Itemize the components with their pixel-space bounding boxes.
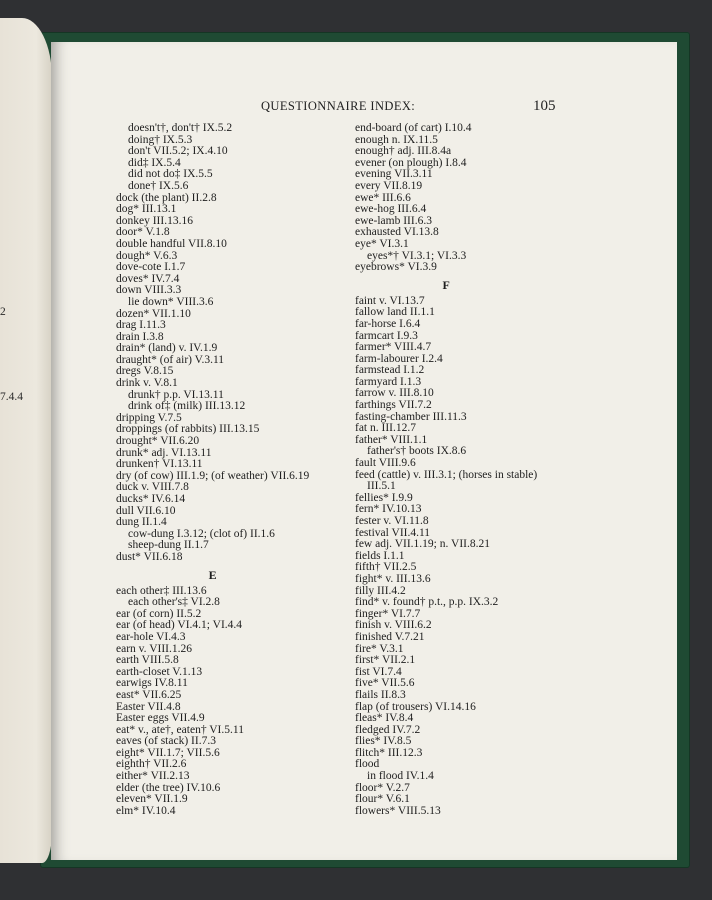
index-entry: end-board (of cart) I.10.4 [355,122,472,134]
index-entry: elder (the tree) IV.10.6 [116,781,221,794]
index-entry: evening VII.3.11 [355,168,433,181]
index-entry: drunken† VI.13.11 [116,458,203,471]
index-entry: ducks* IV.6.14 [116,493,186,505]
index-entry: ewe-hog III.6.4 [355,203,427,216]
left-page-edge [0,18,52,863]
index-entry: eighth† VII.2.6 [116,758,187,771]
index-subentry: eyes*† VI.3.1; VI.3.3 [367,249,467,262]
index-entry: doves* IV.7.4 [116,272,180,285]
index-entry: eye* VI.3.1 [355,237,409,250]
index-subentry: drunk† p.p. VI.13.11 [128,388,224,401]
index-subentry: doing† IX.5.3 [128,133,193,146]
index-entry: flour* V.6.1 [355,793,410,806]
index-entry: drain I.3.8 [116,330,164,343]
index-entry: ewe-lamb III.6.3 [355,214,432,227]
left-page-fragment: 7.4.4 [0,391,23,403]
index-entry: flitch* III.12.3 [355,746,423,759]
index-entry: dripping V.7.5 [116,411,182,424]
index-subentry: in flood IV.1.4 [367,770,434,783]
index-entry: fledged IV.7.2 [355,723,421,736]
index-entry: elm* IV.10.4 [116,804,176,817]
index-entry: far-horse I.6.4 [355,317,421,330]
index-entry: dung II.1.4 [116,516,167,529]
index-entry: dog* III.13.1 [116,203,177,216]
index-entry: fallow land II.1.1 [355,306,435,319]
index-entry: earwigs IV.8.11 [116,677,188,690]
index-entry: ear (of head) VI.4.1; VI.4.4 [116,619,243,632]
index-entry: dregs V.8.15 [116,365,174,378]
index-subentry: cow-dung I.3.12; (clot of) II.1.6 [128,527,275,540]
index-entry: Easter VII.4.8 [116,700,181,713]
index-entry: dust* VII.6.18 [116,550,183,563]
index-entry: fellies* I.9.9 [355,491,413,504]
index-entry: farrow v. III.8.10 [355,387,434,400]
index-entry: ewe* III.6.6 [355,191,411,204]
index-entry: five* VII.5.6 [355,677,415,690]
index-entry: farthings VII.7.2 [355,399,432,412]
index-subentry: done† IX.5.6 [128,179,189,192]
index-entry: fault VIII.9.6 [355,457,416,470]
index-entry: farmstead I.1.2 [355,364,425,377]
index-entry-continuation: III.5.1 [367,480,396,493]
index-entry: fester v. VI.11.8 [355,515,429,527]
index-entry: earn v. VIII.1.26 [116,642,193,655]
index-subentry: lie down* VIII.3.6 [128,295,214,308]
section-letter: F [442,277,450,292]
index-entry: eat* v., ate†, eaten† VI.5.11 [116,723,244,736]
index-entry: dough* V.6.3 [116,249,178,262]
index-entry: evener (on plough) I.8.4 [355,156,467,169]
index-entry: east* VII.6.25 [116,688,182,701]
index-entry: farmcart I.9.3 [355,329,418,342]
index-entry: flood [355,758,380,771]
index-entry: few adj. VII.1.19; n. VII.8.21 [355,538,490,551]
index-subentry: sheep-dung II.1.7 [128,539,209,552]
index-entry: farm-labourer I.2.4 [355,352,443,365]
index-subentry: did‡ IX.5.4 [128,156,181,169]
index-entry: flowers* VIII.5.13 [355,804,441,817]
index-entry: fist VI.7.4 [355,665,402,678]
index-entry: drink v. V.8.1 [116,377,178,390]
section-letter: E [208,567,217,582]
index-entry: earth-closet V.1.13 [116,665,203,678]
index-entry: eyebrows* VI.3.9 [355,261,437,274]
index-entry: eleven* VII.1.9 [116,793,188,806]
index-subentry: father's† boots IX.8.6 [367,445,467,458]
index-subentry: don't VII.5.2; IX.4.10 [128,145,228,158]
left-page-fragment: 2 [0,306,6,318]
index-entry: fasting-chamber III.11.3 [355,410,467,423]
index-column-right [355,123,537,817]
index-subentry: did not do‡ IX.5.5 [128,168,213,181]
index-entry: fifth† VII.2.5 [355,561,417,574]
index-entry: drag I.11.3 [116,319,166,332]
index-entry: dock (the plant) II.2.8 [116,191,217,204]
index-entry: exhausted VI.13.8 [355,226,439,239]
index-subentry: doesn't†, don't† IX.5.2 [128,122,233,134]
index-entry: fire* V.3.1 [355,642,404,655]
index-entry: drunk* adj. VI.13.11 [116,446,212,459]
index-subentry: each other's‡ VI.2.8 [128,596,220,609]
index-entry: drought* VII.6.20 [116,435,200,448]
index-entry: either* VII.2.13 [116,770,190,783]
index-column-left [116,123,309,817]
index-entry: festival VII.4.11 [355,526,431,539]
index-entry: every VII.8.19 [355,179,423,192]
index-entry: droppings (of rabbits) III.13.15 [116,423,260,436]
index-entry: faint v. VI.13.7 [355,294,425,307]
index-entry: flap (of trousers) VI.14.16 [355,700,476,713]
index-entry: draught* (of air) V.3.11 [116,353,225,366]
index-entry: flails II.8.3 [355,688,406,701]
index-entry: dozen* VII.1.10 [116,307,191,320]
index-entry: earth VIII.5.8 [116,654,179,667]
index-entry: drain* (land) v. IV.1.9 [116,342,218,355]
index-entry: ear (of corn) II.5.2 [116,607,202,620]
index-entry: duck v. VIII.7.8 [116,481,189,494]
index-entry: fat n. III.12.7 [355,422,416,435]
index-entry: eight* VII.1.7; VII.5.6 [116,746,220,759]
index-subentry: drink of‡ (milk) III.13.12 [128,400,246,413]
index-entry: fern* IV.10.13 [355,503,422,516]
index-entry: fight* v. III.13.6 [355,572,431,585]
index-entry: eaves (of stack) II.7.3 [116,735,216,748]
index-entry: enough n. IX.11.5 [355,133,438,146]
index-entry: feed (cattle) v. III.3.1; (horses in stable) [355,468,538,481]
index-entry: farmer* VIII.4.7 [355,341,432,354]
index-entry: father* VIII.1.1 [355,433,428,446]
index-entry: Easter eggs VII.4.9 [116,712,205,725]
index-entry: donkey III.13.16 [116,214,193,227]
index-entry: each other‡ III.13.6 [116,584,207,597]
index-entry: ear-hole VI.4.3 [116,630,186,643]
index-entry: dry (of cow) III.1.9; (of weather) VII.6.19 [116,469,310,482]
index-entry: finished V.7.21 [355,630,425,643]
index-entry: fields I.1.1 [355,549,405,562]
index-entry: farmyard I.1.3 [355,375,422,388]
index-entry: find* v. found† p.t., p.p. IX.3.2 [355,596,499,609]
index-entry: finish v. VIII.6.2 [355,619,432,632]
index-entry: double handful VII.8.10 [116,237,227,250]
page-number: 105 [533,98,556,114]
running-head: QUESTIONNAIRE INDEX: [261,99,416,113]
index-entry: door* V.1.8 [116,226,170,239]
index-entry: fleas* IV.8.4 [355,712,414,725]
index-entry: finger* VI.7.7 [355,607,421,620]
index-entry: down VIII.3.3 [116,284,182,297]
index-entry: floor* V.2.7 [355,781,410,794]
index-entry: dove-cote I.1.7 [116,261,186,274]
index-entry: dull VII.6.10 [116,504,176,517]
index-entry: enough† adj. III.8.4a [355,145,452,158]
index-entry: filly III.4.2 [355,584,406,597]
index-entry: first* VII.2.1 [355,654,416,667]
index-entry: flies* IV.8.5 [355,735,412,748]
